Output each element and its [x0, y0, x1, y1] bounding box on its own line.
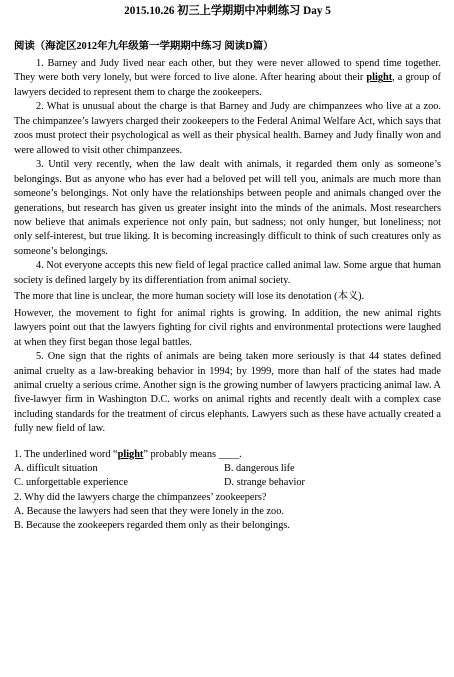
- paragraph-3: 3. Until very recently, when the law dealt with animals, it regarded them only as someone’s belongings. But as anyone who has ever had a beloved pet will tell you, animals are much more than someone’s belongings. Not only have the relationships between people and animals changed over the generations, but research has given us greater insight into the minds of the animals. Most researchers now believe that animals experience not only pain, but sadness; not only hunger, but loneliness; not only self-interest, but true liking. It is becoming increasingly difficult to think of such creatures only as someone’s belongings.: [14, 159, 441, 257]
- question-1-stem: [14, 448, 441, 462]
- paragraph-1-text-start: 1. Barney and Judy lived near each other, but they were never allowed to spend time together. They were both very lonely, but were forced to live alone. After hearing about their: [14, 58, 441, 84]
- question-list: [14, 448, 441, 534]
- question-1-option-c[interactable]: C. unforgettable experience: [14, 477, 128, 489]
- question-2-option-b[interactable]: B. Because the zookeepers regarded them only as their belongings.: [14, 520, 290, 532]
- question-2-option-a[interactable]: A. Because the lawyers had seen that they were lonely in the zoo.: [14, 505, 284, 517]
- keyword-plight: plight: [366, 72, 393, 84]
- paragraph-2: 2. What is unusual about the charge is that Barney and Judy are chimpanzees who live at a zoo. The chimpanzee’s lawyers charged their zookeepers to the Federal Animal Welfare Act, which says that zoos must protect their psychological as well as their physical health. Barney and Judy finally won and were allowed to visit other chimpanzees.: [14, 101, 441, 156]
- paragraph-1: [14, 57, 441, 100]
- paragraph-5: 5. One sign that the rights of animals are being taken more seriously is that 44 states defined animal cruelty as a law-breaking behavior in 1994; by 1999, more than half of the states had made animal cruelty a serious crime. Another sign is the growing number of lawyers practicing animal law. A five-lawyer firm in Washington D.C. works on animal rights and recently dealt with a complex case including standards for the treatment of circus elephants. Lawyers such as these have actually created a fully new field of law.: [14, 351, 441, 435]
- question-1-stem-end: ” probably means ____.: [143, 448, 242, 460]
- question-1-option-d[interactable]: D. strange behavior: [224, 477, 305, 489]
- question-1-option-b[interactable]: B. dangerous life: [224, 463, 295, 475]
- question-1: [14, 448, 441, 491]
- paragraph-4-part-3: However, the movement to fight for animal rights is growing. In addition, the new animal rights lawyers point out that the lawyers fighting for civil rights and environmental protections were laughed at when they first began those legal battles.: [14, 307, 441, 348]
- question-1-option-a[interactable]: A. difficult situation: [14, 463, 98, 475]
- question-1-stem-start: 1. The underlined word “: [14, 448, 118, 460]
- paragraph-4-part-1: 4. Not everyone accepts this new field of legal practice called animal law. Some argue that human society is defined largely by its differentiation from animal society.: [14, 260, 441, 286]
- question-2-stem: 2. Why did the lawyers charge the chimpanzees’ zookeepers?: [14, 491, 267, 503]
- paragraph-1-text-end: , a group of lawyers decided to represent them to charge the zookeepers.: [14, 72, 441, 98]
- question-1-keyword: plight: [117, 448, 144, 460]
- page-title: 2015.10.26 初三上学期期中冲刺练习 Day 5: [124, 5, 331, 17]
- question-1-options-row-1: [14, 462, 441, 476]
- question-1-options-row-2: [14, 476, 441, 490]
- paragraph-4-part-2: The more that line is unclear, the more human society will lose its denotation (本义).: [14, 291, 365, 303]
- reading-passage: [14, 57, 441, 437]
- section-heading: 阅读（海淀区2012年九年级第一学期期中练习 阅读D篇）: [14, 41, 274, 52]
- question-2: [14, 491, 441, 534]
